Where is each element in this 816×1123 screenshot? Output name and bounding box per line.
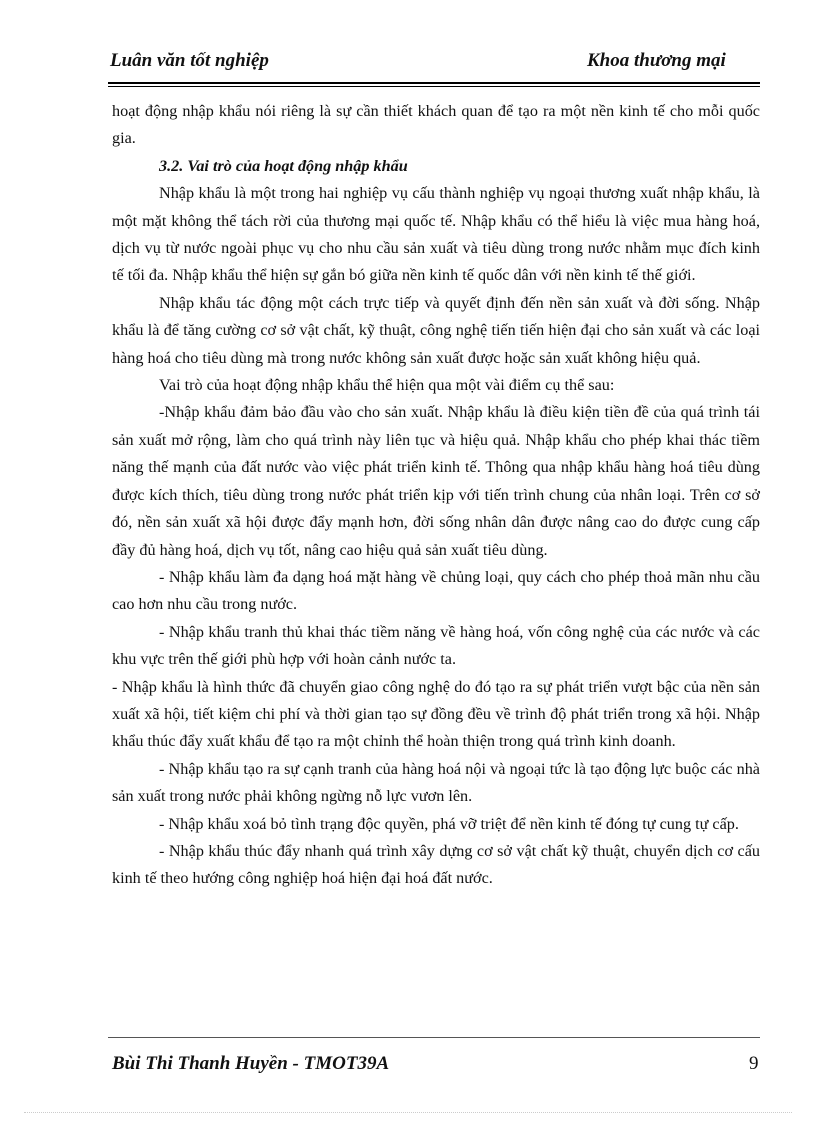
section-heading: 3.2. Vai trò của hoạt động nhập khẩu <box>159 156 408 175</box>
paragraph: - Nhập khẩu là hình thức đã chuyển giao công nghệ do đó tạo ra sự phát triển vượt bậc của nền sản xuất xã hội, tiết kiệm chi phí và thời gian tạo sự đồng đều về trình độ phát triển trong xã hội. Nhập khẩu thúc đẩy xuất khẩu để tạo ra một chỉnh thể hoàn thiện trong quá trình kinh doanh. <box>112 677 760 751</box>
document-body <box>112 98 760 893</box>
paragraph: - Nhập khẩu xoá bỏ tình trạng độc quyền, phá vỡ triệt để nền kinh tế đóng tự cung tự cấp. <box>159 814 739 833</box>
paragraph: - Nhập khẩu thúc đẩy nhanh quá trình xây dựng cơ sở vật chất kỹ thuật, chuyển dịch cơ cấu kinh tế theo hướng công nghiệp hoá hiện đại hoá đất nước. <box>112 841 760 888</box>
paragraph: - Nhập khẩu làm đa dạng hoá mặt hàng về chủng loại, quy cách cho phép thoả mãn nhu cầu cao hơn nhu cầu trong nước. <box>112 567 760 614</box>
paragraph: - Nhập khẩu tạo ra sự cạnh tranh của hàng hoá nội và ngoại tức là tạo động lực buộc các nhà sản xuất trong nước phải không ngừng nỗ lực vươn lên. <box>112 759 760 806</box>
paragraph: Vai trò của hoạt động nhập khẩu thể hiện qua một vài điểm cụ thể sau: <box>159 376 615 395</box>
footer-rule <box>108 1037 760 1038</box>
paragraph: - Nhập khẩu tranh thủ khai thác tiềm năng về hàng hoá, vốn công nghệ của các nước và các khu vực trên thế giới phù hợp với hoàn cảnh nước ta. <box>112 622 760 669</box>
page-header-left: Luân văn tốt nghiệp <box>110 50 269 71</box>
page-header-right: Khoa thương mại <box>587 50 726 71</box>
paragraph: -Nhập khẩu đảm bảo đầu vào cho sản xuất. Nhập khẩu là điều kiện tiền đề của quá trình tái sản xuất mở rộng, làm cho quá trình này liên tục và hiệu quả. Nhập khẩu cho phép khai thác tiềm năng thế mạnh của đất nước vào việc phát triển kinh tế. Thông qua nhập khẩu hàng hoá tiêu dùng được kích thích, tiêu dùng trong nước phát triển kịp với tiến trình chung của nhân loại. Trên cơ sở đó, nền sản xuất xã hội được đẩy mạnh hơn, đời sống nhân dân được nâng cao do được cung cấp đầy đủ hàng hoá, dịch vụ tốt, nâng cao hiệu quả sản xuất tiêu dùng. <box>112 403 760 559</box>
paragraph: Nhập khẩu tác động một cách trực tiếp và quyết định đến nền sản xuất và đời sống. Nhập khẩu là để tăng cường cơ sở vật chất, kỹ thuật, công nghệ tiến tiến hiện đại cho sản xuất và các loại hàng hoá cho tiêu dùng mà trong nước không sản xuất được hoặc sản xuất không hiệu quả. <box>112 293 760 367</box>
paragraph: Nhập khẩu là một trong hai nghiệp vụ cấu thành nghiệp vụ ngoại thương xuất nhập khẩu, là một mặt không thể tách rời của thương mại quốc tế. Nhập khẩu có thể hiểu là việc mua hàng hoá, dịch vụ từ nước ngoài phục vụ cho nhu cầu sản xuất và tiêu dùng trong nước nhằm mục đích kinh tế tối đa. Nhập khẩu thể hiện sự gắn bó giữa nền kinh tế quốc dân với nền kinh tế thế giới. <box>112 184 760 285</box>
page-number: 9 <box>749 1053 759 1074</box>
page-edge <box>24 1112 792 1113</box>
header-rule <box>108 82 760 87</box>
paragraph: hoạt động nhập khẩu nói riêng là sự cần thiết khách quan để tạo ra một nền kinh tế cho mỗi quốc gia. <box>112 102 760 148</box>
footer-author: Bùi Thi Thanh Huyền - TMOT39A <box>112 1053 390 1074</box>
